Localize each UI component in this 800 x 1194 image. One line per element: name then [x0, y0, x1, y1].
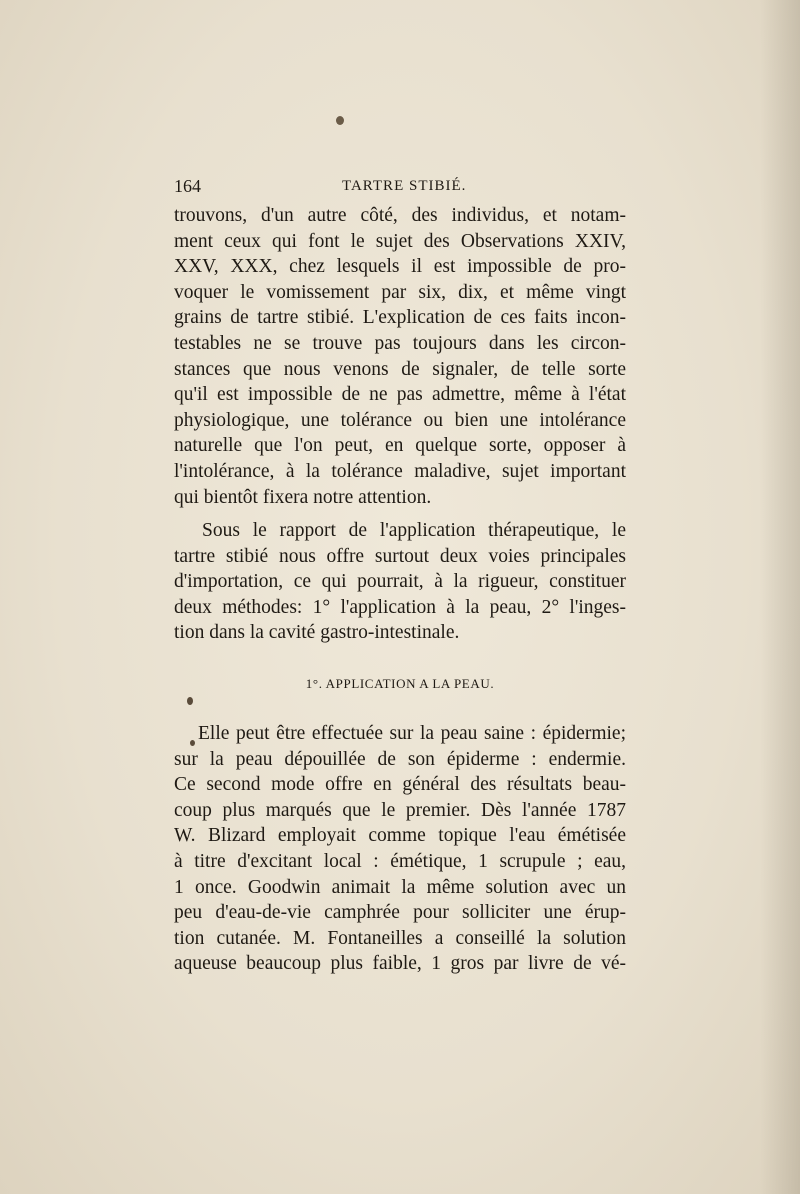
running-title: TARTRE STIBIÉ.	[342, 178, 467, 194]
paragraph-2	[174, 518, 626, 646]
text-line: XXV, XXX, chez lesquels il est impossible de pro-	[174, 256, 626, 278]
text-line: sur la peau dépouillée de son épiderme : endermie.	[174, 748, 626, 770]
text-line: voquer le vomissement par six, dix, et même vingt	[174, 281, 626, 303]
text-line: W. Blizard employait comme topique l'eau émétisée	[174, 825, 626, 847]
text-line: tartre stibié nous offre surtout deux voies principales	[174, 545, 626, 567]
ink-spot	[336, 116, 344, 125]
text-line: tion cutanée. M. Fontaneilles a conseillé la solution	[174, 927, 626, 949]
ink-spot	[187, 697, 193, 705]
text-line: Elle peut être effectuée sur la peau saine : épidermie;	[198, 723, 626, 744]
text-line: 1 once. Goodwin animait la même solution avec un	[174, 876, 626, 898]
text-line: naturelle que l'on peut, en quelque sorte, opposer à	[174, 435, 626, 457]
text-line: coup plus marqués que le premier. Dès l'année 1787	[174, 799, 626, 821]
text-line: l'intolérance, à la tolérance maladive, sujet important	[174, 460, 626, 482]
text-line: testables ne se trouve pas toujours dans les circon-	[174, 332, 626, 354]
page-edge-shadow	[760, 0, 800, 1194]
paragraph-3	[174, 721, 626, 977]
text-line: Sous le rapport de l'application thérapeutique, le	[202, 520, 626, 541]
text-line: tion dans la cavité gastro-intestinale.	[174, 622, 460, 644]
text-line: peu d'eau-de-vie camphrée pour solliciter une érup-	[174, 902, 626, 924]
text-line: deux méthodes: 1° l'application à la peau, 2° l'inges-	[174, 596, 626, 618]
page-header	[174, 172, 626, 200]
text-line: trouvons, d'un autre côté, des individus, et notam-	[174, 205, 626, 226]
text-line: stances que nous venons de signaler, de telle sorte	[174, 358, 626, 380]
section-heading: 1°. APPLICATION A LA PEAU.	[305, 676, 495, 691]
text-line: physiologique, une tolérance ou bien une intolérance	[174, 409, 626, 431]
text-line: qui bientôt fixera notre attention.	[174, 486, 432, 508]
text-line: Ce second mode offre en général des résultats beau-	[174, 774, 626, 796]
text-line: ment ceux qui font le sujet des Observations XXIV,	[174, 230, 626, 252]
page-number: 164	[174, 176, 201, 196]
text-line: aqueuse beaucoup plus faible, 1 gros par livre de vé-	[174, 953, 626, 975]
text-line: grains de tartre stibié. L'explication de ces faits incon-	[174, 307, 626, 329]
text-line: à titre d'excitant local : émétique, 1 scrupule ; eau,	[174, 850, 626, 872]
text-line: d'importation, ce qui pourrait, à la rigueur, constituer	[174, 571, 626, 593]
paragraph-1	[174, 203, 626, 510]
text-line: qu'il est impossible de ne pas admettre, même à l'état	[174, 384, 626, 406]
